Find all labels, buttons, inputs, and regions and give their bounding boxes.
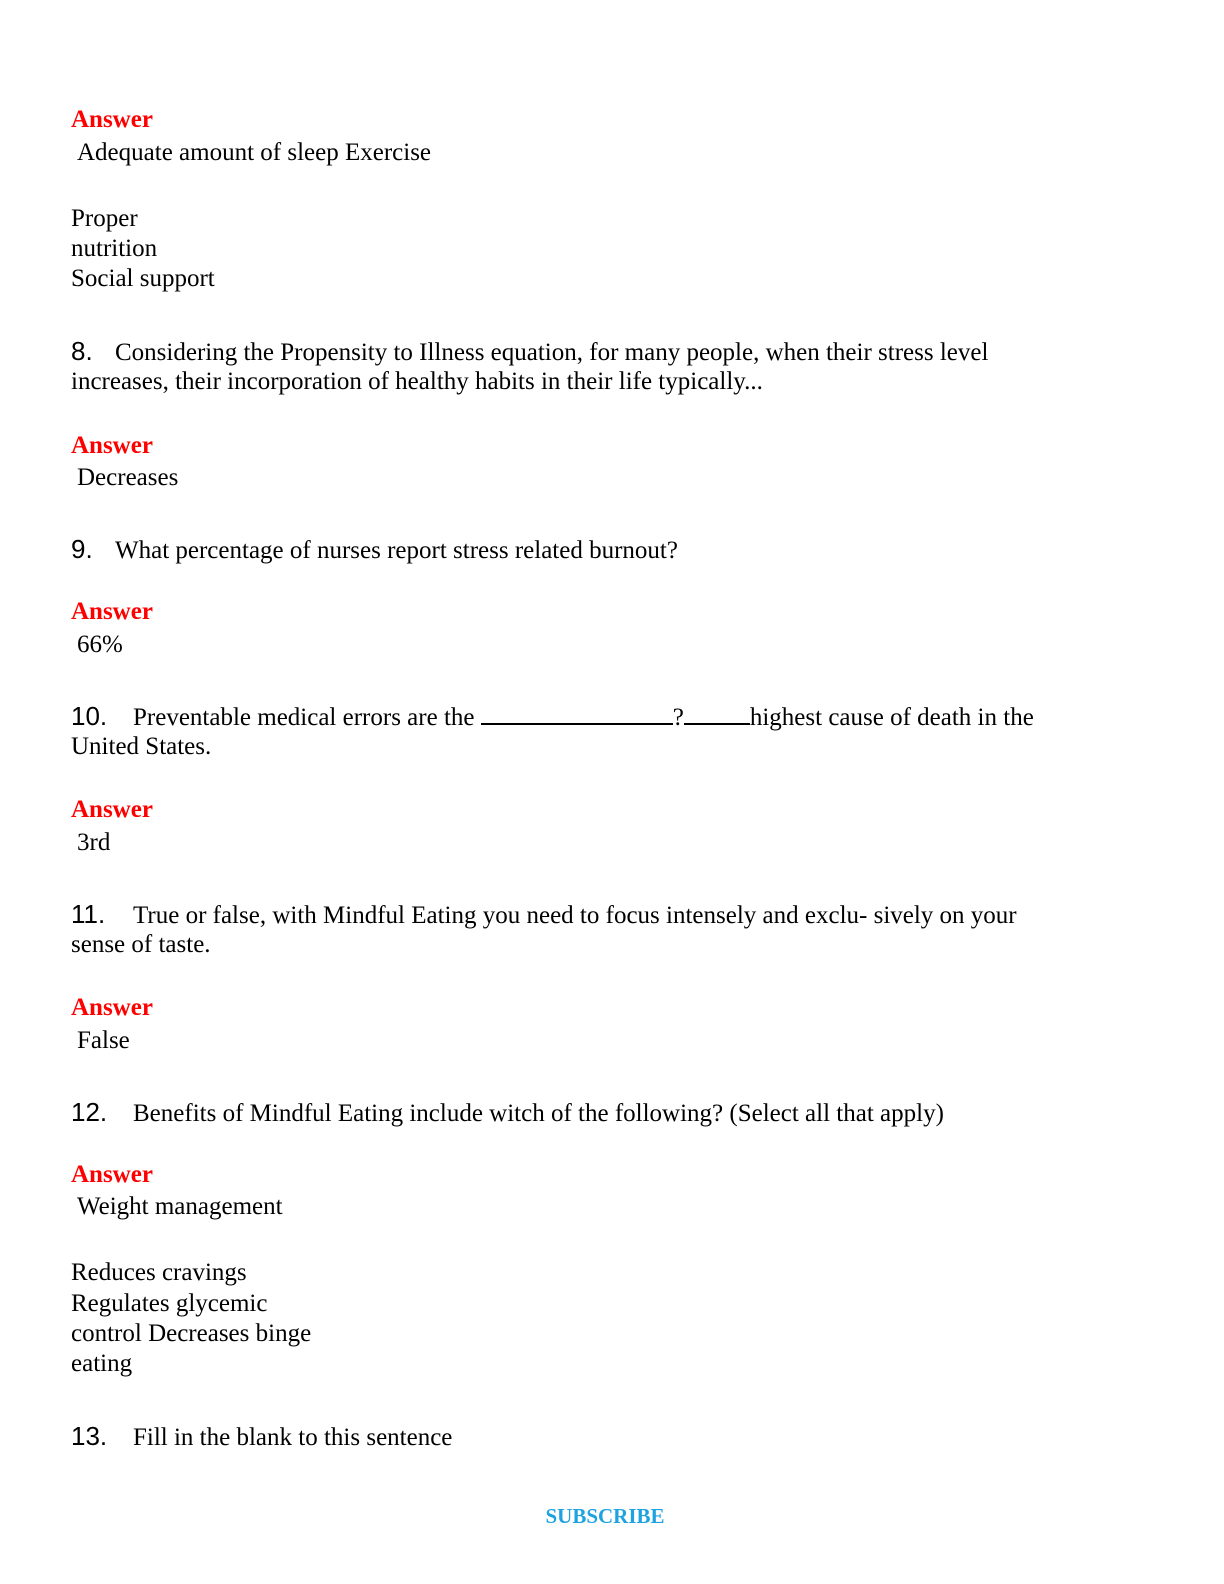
question-12	[71, 1097, 944, 1129]
question-number: 10.	[71, 701, 108, 731]
question-8	[71, 336, 988, 368]
answer-value: Weight management	[77, 1193, 283, 1220]
question-13	[71, 1421, 452, 1453]
answer-value: False	[77, 1027, 130, 1054]
answer-label: Answer	[71, 994, 153, 1021]
question-text-continued: increases, their incorporation of healthy habits in their life typically...	[71, 368, 763, 395]
subscribe-link[interactable]: SUBSCRIBE	[545, 1504, 665, 1528]
fill-blank-line	[481, 701, 673, 725]
question-text-continued: sense of taste.	[71, 931, 211, 958]
answer-label: Answer	[71, 796, 153, 823]
answer-label: Answer	[71, 1161, 153, 1188]
question-9	[71, 534, 678, 566]
answer-list-item: Social support	[71, 265, 215, 292]
answer-value: Decreases	[77, 464, 179, 491]
question-text: highest cause of death in the	[749, 704, 1034, 731]
answer-label: Answer	[71, 598, 153, 625]
answer-value: 66%	[77, 631, 123, 658]
question-number: 11.	[71, 899, 106, 929]
question-number: 9.	[71, 534, 93, 564]
question-number: 12.	[71, 1097, 108, 1127]
question-text: Considering the Propensity to Illness equation, for many people, when their stress level	[115, 339, 989, 366]
answer-list-item: Reduces cravings	[71, 1259, 247, 1286]
answer-list-item: Regulates glycemic	[71, 1290, 268, 1317]
question-number: 13.	[71, 1421, 108, 1451]
answer-list-item: Proper	[71, 205, 138, 232]
question-11	[71, 899, 1017, 931]
question-10	[71, 701, 1034, 733]
question-text: Benefits of Mindful Eating include witch of the following? (Select all that apply)	[133, 1100, 944, 1127]
question-text-continued: United States.	[71, 733, 212, 760]
answer-list-item: eating	[71, 1350, 133, 1377]
question-text: True or false, with Mindful Eating you need to focus intensely and exclu- sively on your	[133, 902, 1017, 929]
blank-question-mark: ?	[672, 704, 684, 731]
answer-value: Adequate amount of sleep Exercise	[77, 139, 432, 166]
answer-list-item: nutrition	[71, 235, 158, 262]
fill-blank-line	[684, 701, 750, 725]
answer-value: 3rd	[77, 829, 111, 856]
answer-label: Answer	[71, 432, 153, 459]
question-number: 8.	[71, 336, 93, 366]
question-text: What percentage of nurses report stress related burnout?	[115, 537, 678, 564]
question-text: Fill in the blank to this sentence	[133, 1424, 453, 1451]
answer-list-item: control Decreases binge	[71, 1320, 312, 1347]
answer-label: Answer	[71, 106, 153, 133]
question-text: Preventable medical errors are the	[133, 704, 481, 731]
